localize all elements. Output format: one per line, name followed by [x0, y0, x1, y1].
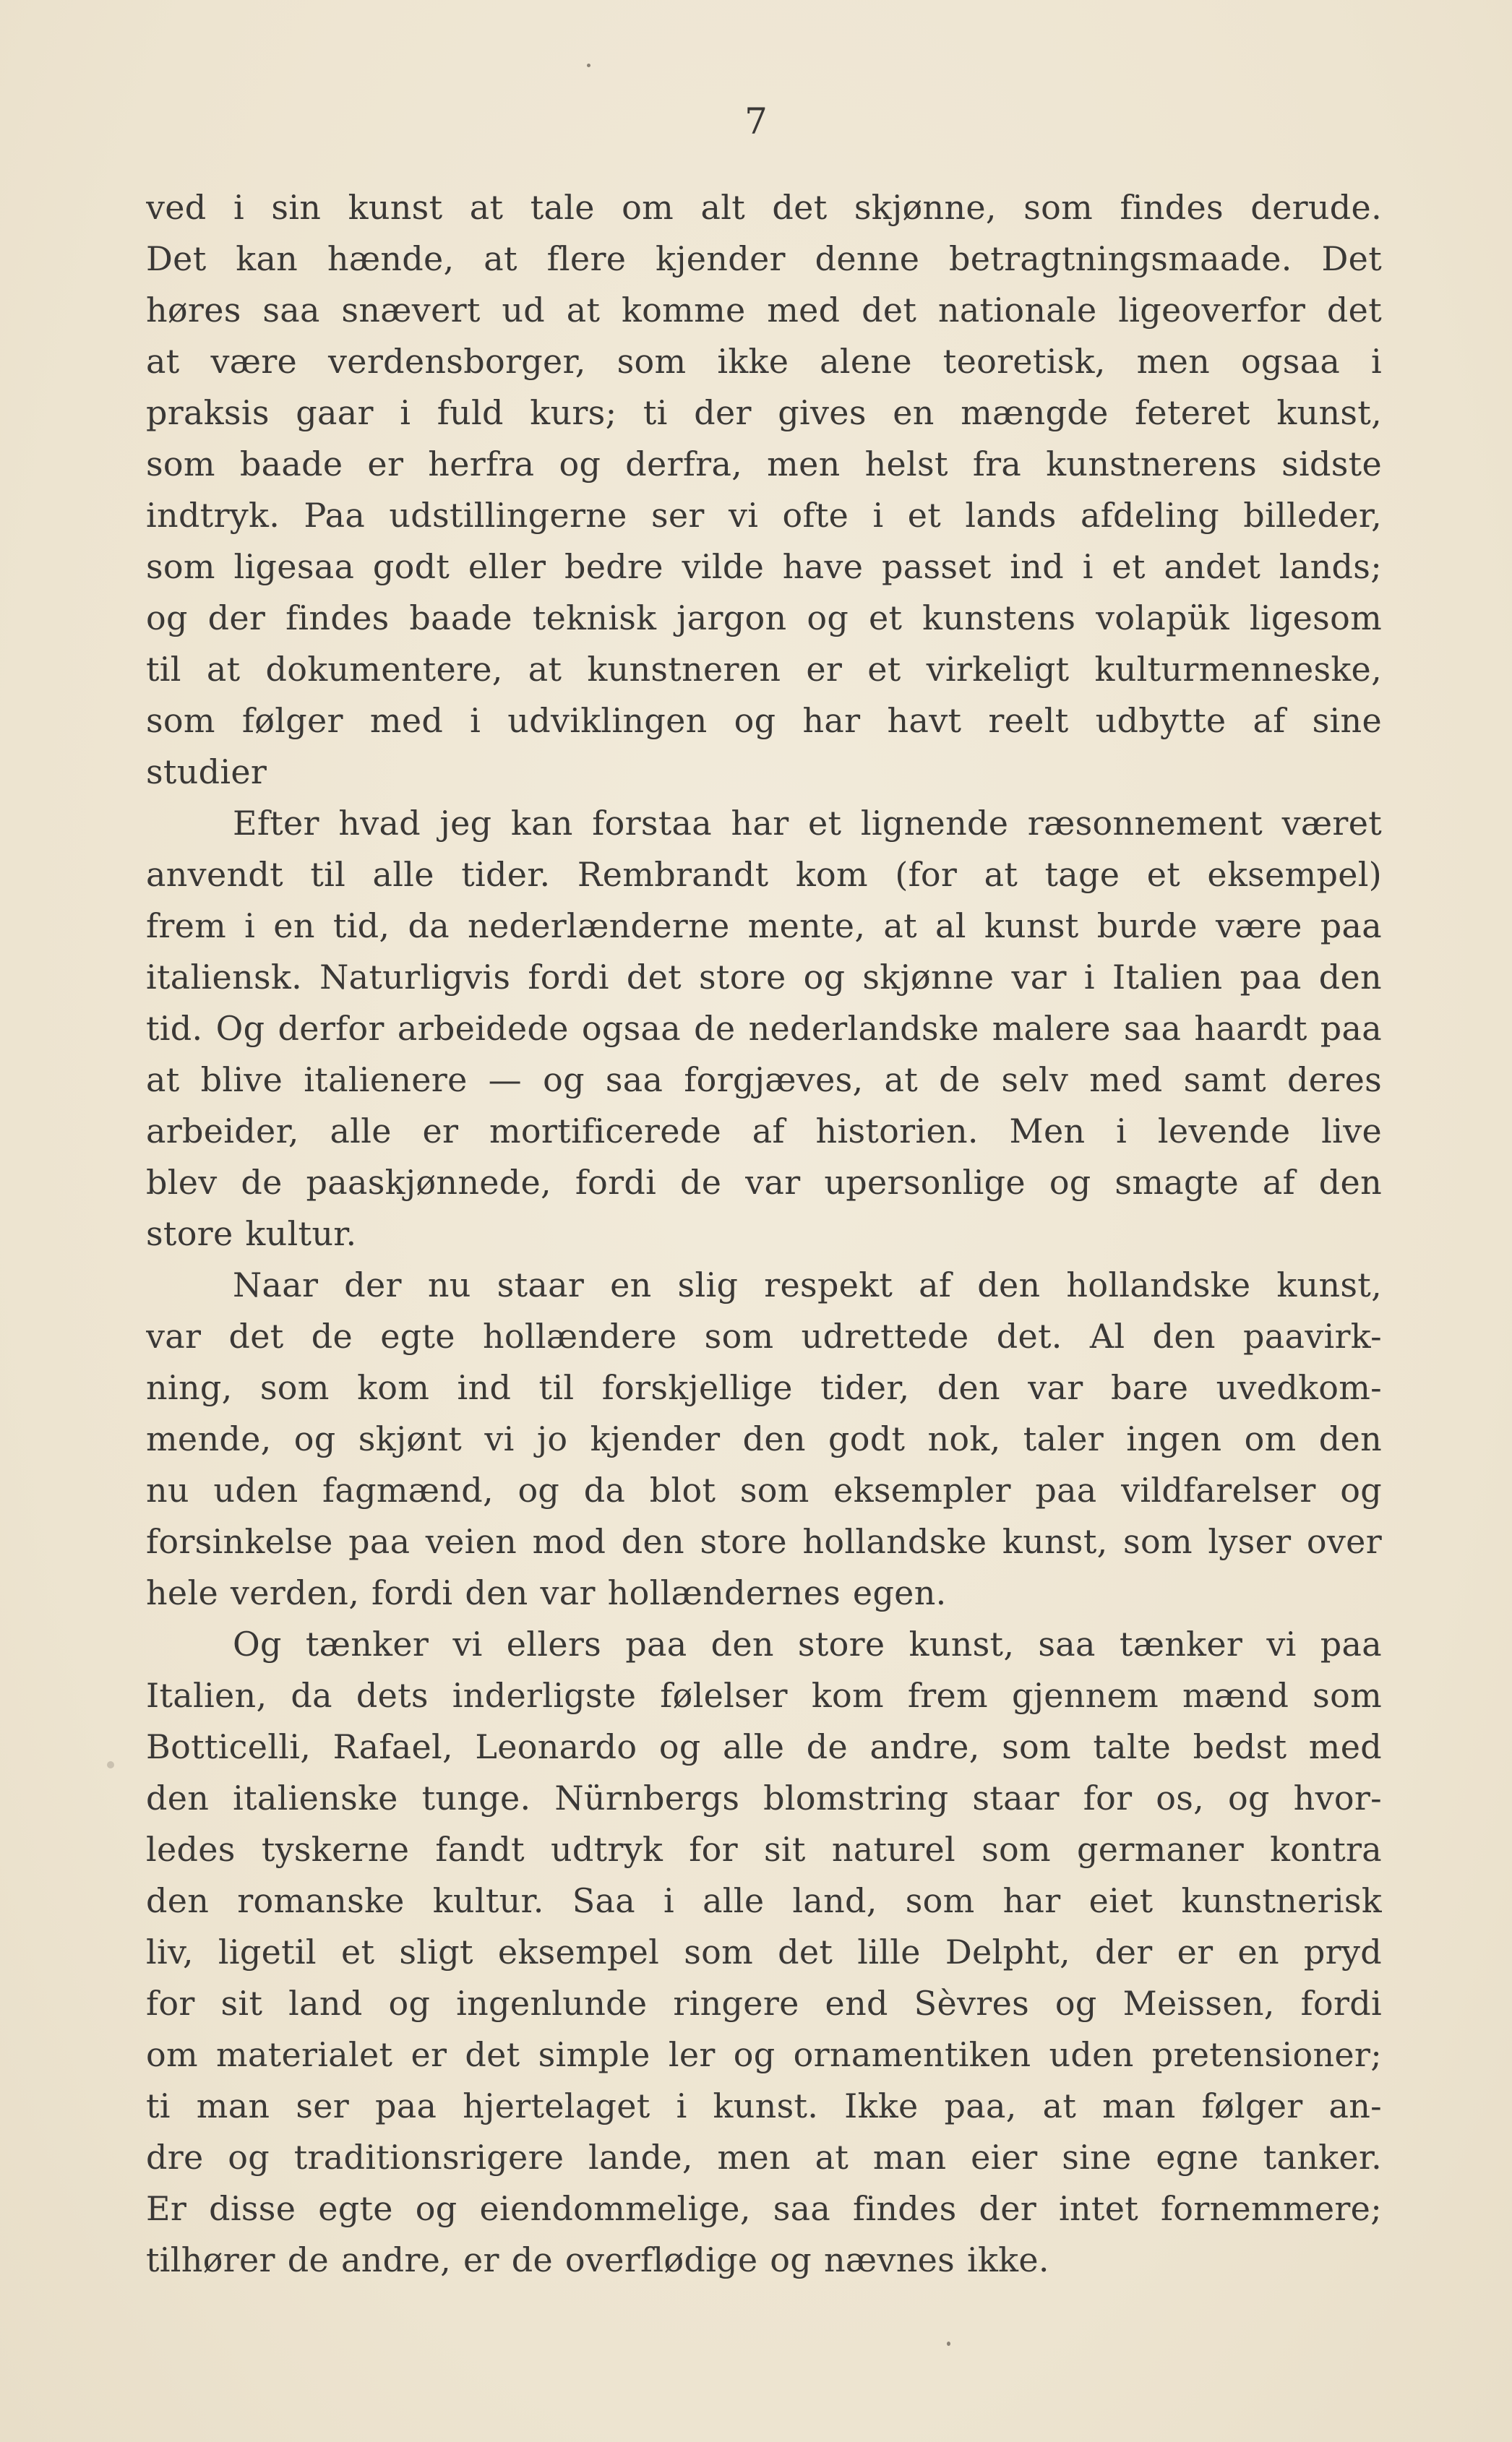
text-line: frem i en tid, da nederlænderne mente, at al kunst burde være paa [146, 906, 1382, 945]
text-line: store kultur. [146, 1214, 357, 1253]
text-line: praksis gaar i fuld kurs; ti der gives en mængde feteret kunst, [146, 393, 1382, 432]
text-line: som ligesaa godt eller bedre vilde have passet ind i et andet lands; [146, 547, 1382, 586]
paragraph [146, 798, 1382, 1260]
page-number: 7 [744, 100, 768, 142]
text-line: til at dokumentere, at kunstneren er et virkeligt kulturmenneske, [146, 650, 1382, 689]
text-line: den romanske kultur. Saa i alle land, som har eiet kunstnerisk [146, 1881, 1382, 1920]
text-line: studier [146, 752, 267, 791]
text-line: som følger med i udviklingen og har havt reelt udbytte af sine [146, 701, 1382, 740]
text-line: anvendt til alle tider. Rembrandt kom (for at tage et eksempel) [146, 855, 1382, 894]
text-line: mende, og skjønt vi jo kjender den godt nok, taler ingen om den [146, 1419, 1382, 1458]
paragraph [146, 182, 1382, 798]
text-line: Naar der nu staar en slig respekt af den hollandske kunst, [233, 1265, 1382, 1304]
text-line: at blive italienere — og saa forgjæves, at de selv med samt deres [146, 1060, 1382, 1099]
text-line: ning, som kom ind til forskjellige tider, den var bare uvedkom- [146, 1368, 1382, 1407]
paragraph [146, 1619, 1382, 2286]
text-line: ledes tyskerne fandt udtryk for sit naturel som germaner kontra [146, 1830, 1382, 1869]
text-line: tilhører de andre, er de overflødige og nævnes ikke. [146, 2240, 1049, 2279]
text-line: Botticelli, Rafael, Leonardo og alle de andre, som talte bedst med [146, 1727, 1382, 1766]
text-line: som baade er herfra og derfra, men helst fra kunstnerens sidste [146, 444, 1382, 483]
text-line: liv, ligetil et sligt eksempel som det lille Delpht, der er en pryd [146, 1932, 1382, 1972]
text-line: Er disse egte og eiendommelige, saa findes der intet fornemmere; [146, 2189, 1382, 2228]
text-line: om materialet er det simple ler og ornamentiken uden pretensioner; [146, 2035, 1382, 2074]
text-line: for sit land og ingenlunde ringere end Sèvres og Meissen, fordi [146, 1984, 1382, 2023]
text-line: italiensk. Naturligvis fordi det store og skjønne var i Italien paa den [146, 958, 1382, 997]
text-line: forsinkelse paa veien mod den store hollandske kunst, som lyser over [146, 1522, 1382, 1561]
print-speck [107, 1761, 114, 1768]
text-line: og der findes baade teknisk jargon og et kunstens volapük ligesom [146, 598, 1382, 637]
text-line: den italienske tunge. Nürnbergs blomstring staar for os, og hvor- [146, 1779, 1382, 1818]
text-line: arbeider, alle er mortificerede af historien. Men i levende live [146, 1112, 1382, 1151]
print-speck [587, 64, 590, 67]
text-line: tid. Og derfor arbeidede ogsaa de nederlandske malere saa haardt paa [146, 1009, 1382, 1048]
body-text [146, 182, 1382, 2286]
text-line: var det de egte hollændere som udrettede det. Al den paavirk- [146, 1317, 1382, 1356]
text-line: nu uden fagmænd, og da blot som eksempler paa vildfarelser og [146, 1471, 1382, 1510]
text-line: indtryk. Paa udstillingerne ser vi ofte i et lands afdeling billeder, [146, 496, 1382, 535]
text-line: ved i sin kunst at tale om alt det skjønne, som findes derude. [146, 188, 1382, 227]
text-line: dre og traditionsrigere lande, men at man eier sine egne tanker. [146, 2138, 1382, 2177]
text-line: hele verden, fordi den var hollændernes egen. [146, 1573, 947, 1612]
paragraph [146, 1260, 1382, 1619]
text-line: Og tænker vi ellers paa den store kunst, saa tænker vi paa [233, 1625, 1382, 1664]
print-speck [947, 2342, 950, 2346]
text-line: Italien, da dets inderligste følelser kom frem gjennem mænd som [146, 1676, 1382, 1715]
text-line: Efter hvad jeg kan forstaa har et lignende ræsonnement været [233, 804, 1382, 843]
text-line: at være verdensborger, som ikke alene teoretisk, men ogsaa i [146, 342, 1382, 381]
text-line: ti man ser paa hjertelaget i kunst. Ikke paa, at man følger an- [146, 2086, 1382, 2125]
text-line: Det kan hænde, at flere kjender denne betragtningsmaade. Det [146, 239, 1382, 278]
text-line: blev de paaskjønnede, fordi de var upersonlige og smagte af den [146, 1163, 1382, 1202]
text-line: høres saa snævert ud at komme med det nationale ligeoverfor det [146, 291, 1382, 330]
